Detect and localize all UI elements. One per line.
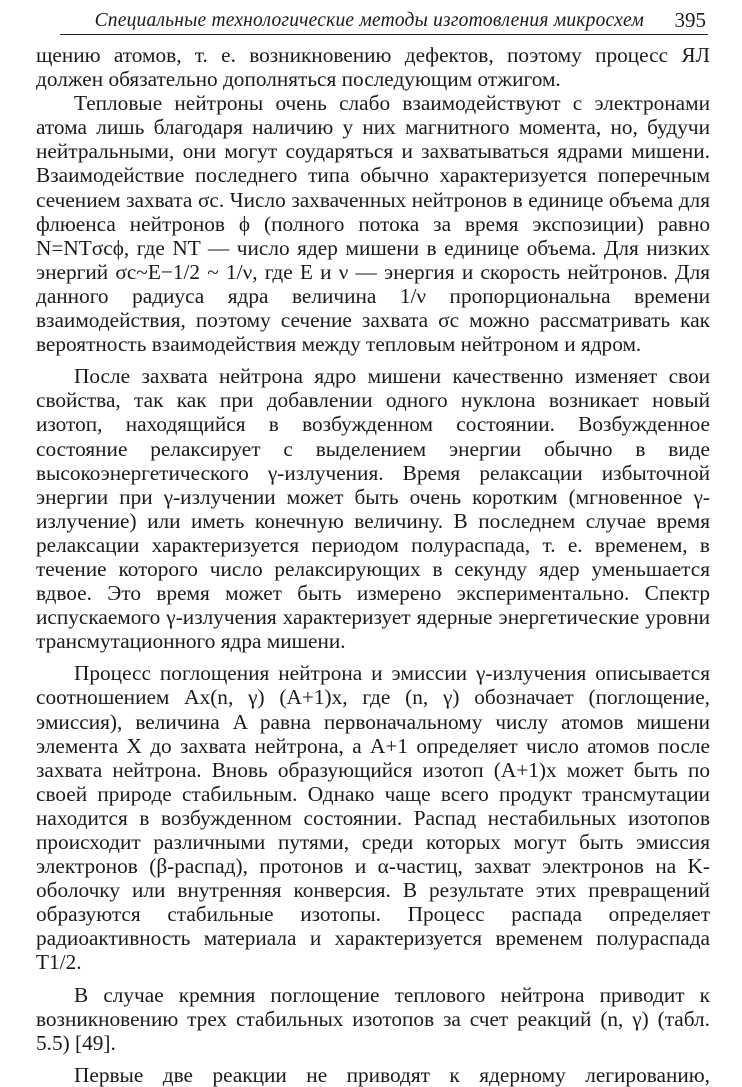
paragraph-absorption-process: Процесс поглощения нейтрона и эмиссии γ-излучения описывается соотношением Ax(n, γ) (A+1)x, где (n, γ) обозначает (поглощение, эмиссия), величина A равна первоначальному числу атомов мишени элемента X до захвата нейтрона, а A+1 определяет число атомов после захвата нейтрона. Вновь образующийся изотоп (A+1)x может быть по своей природе стабильным. Однако чаще всего продукт трансмутации находится в возбужденном состоянии. Распад нестабильных изотопов происходит различными путями, среди которых могут быть эмиссия электронов (β-распад), протонов и α-частиц, захват электронов на K-оболочку или внутренняя конверсия. В результате этих превращений образуются стабильные изотопы. Процесс распада определяет радиоактивность материала и характеризуется временем полураспада T1/2. bbox=[36, 661, 710, 975]
running-head: Специальные технологические методы изготовления микросхем bbox=[94, 10, 644, 31]
paragraph-continuation: щению атомов, т. е. возникновению дефектов, поэтому процесс ЯЛ должен обязательно дополняться последующим отжигом. bbox=[36, 43, 710, 92]
paragraph-first-reactions: Первые две реакции не приводят к ядерному легированию, bbox=[74, 1062, 710, 1087]
page-header bbox=[60, 4, 708, 35]
paragraph-neutron-capture: После захвата нейтрона ядро мишени качественно изменяет свои свойства, так как при добавлении одного нуклона возникает новый изотоп, находящийся в возбужденном состоянии. Возбужденное состояние релаксирует с выделением энергии обычно в виде высокоэнергетического γ-излучения. Время релаксации избыточной энергии при γ-излучении может быть очень коротким (мгновенное γ-излучение) или иметь конечную величину. В последнем случае время релаксации характеризуется периодом полураспада, т. е. временем, в течение которого число релаксирующих в секунду ядер уменьшается вдвое. Это время может быть измерено экспериментально. Спектр испускаемого γ-излучения характеризует ядерные энергетические уровни трансмутационного ядра мишени. bbox=[36, 364, 710, 654]
paragraph-silicon-case: В случае кремния поглощение теплового нейтрона приводит к возникновению трех стабильных изотопов за счет реакций (n, γ) (табл. 5.5) [49]. bbox=[36, 982, 710, 1055]
page-number: 395 bbox=[674, 8, 706, 32]
body-text bbox=[36, 43, 710, 1087]
paragraph-thermal-neutrons: Тепловые нейтроны очень слабо взаимодействуют с электронами атома лишь благодаря наличию у них магнитного момента, но, будучи нейтральными, они могут соударяться и захватываться ядрами мишени. Взаимодействие последнего типа обычно характеризуется поперечным сечением захвата σc. Число захваченных нейтронов в единице объема для флюенса нейтронов ϕ (полного потока за время экспозиции) равно N=NTσcϕ, где NT — число ядер мишени в единице объема. Для низких энергий σc~E−1/2 ~ 1/ν, где E и ν — энергия и скорость нейтронов. Для данного радиуса ядра величина 1/ν пропорциональна времени взаимодействия, поэтому сечение захвата σc можно рассматривать как вероятность взаимодействия между тепловым нейтроном и ядром. bbox=[36, 91, 710, 357]
